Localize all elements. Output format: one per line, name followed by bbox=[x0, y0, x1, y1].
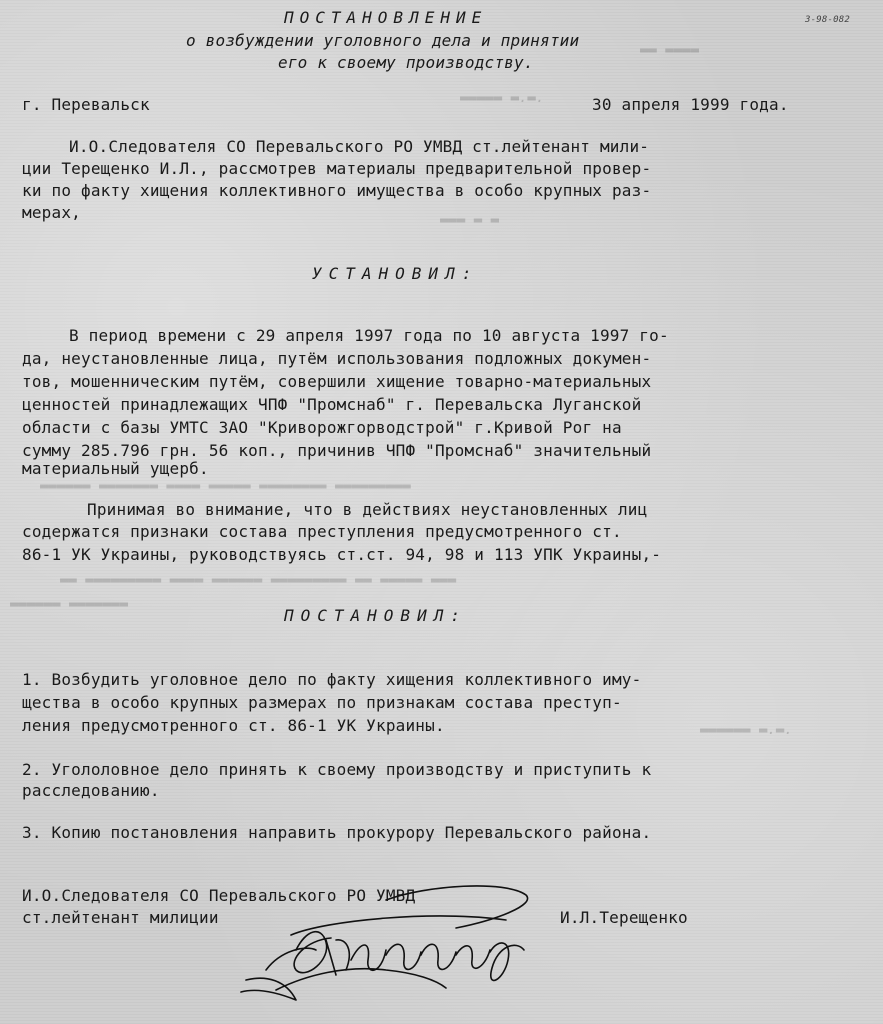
resolution-line: 1. Возбудить уголовное дело по факту хищения коллективного иму- bbox=[22, 670, 642, 689]
date: 30 апреля 1999 года. bbox=[592, 95, 789, 114]
document-subtitle: его к своему производству. bbox=[278, 53, 534, 72]
signatory-title: И.О.Следователя СО Перевальского РО УМВД bbox=[22, 886, 416, 905]
document-subtitle: о возбуждении уголовного дела и принятии bbox=[186, 31, 580, 50]
paragraph-line: тов, мошенническим путём, совершили хищение товарно-материальных bbox=[22, 372, 652, 391]
paragraph-line: содержатся признаки состава преступления предусмотренного ст. bbox=[22, 522, 622, 541]
paragraph-line: В период времени с 29 апреля 1997 года по 10 августа 1997 го- bbox=[69, 326, 669, 345]
paragraph-line: сумму 285.796 грн. 56 коп., причинив ЧПФ "Промснаб" значительный bbox=[22, 441, 652, 460]
resolution-line: 2. Угололовное дело принять к своему производству и приступить к bbox=[22, 760, 652, 779]
paragraph-line: ценностей принадлежащих ЧПФ "Промснаб" г. Перевальска Луганской bbox=[22, 395, 642, 414]
signatory-rank: ст.лейтенант милиции bbox=[22, 908, 219, 927]
document-number: 3-98-082 bbox=[805, 15, 850, 25]
bleed-through-mark: ▬▬▬▬▬ ▬.▬. bbox=[460, 90, 545, 106]
resolution-line: ления предусмотренного ст. 86-1 УК Украины. bbox=[22, 716, 445, 735]
document-title: ПОСТАНОВЛЕНИЕ bbox=[284, 8, 488, 27]
resolution-line: 3. Копию постановления направить прокурору Перевальского района. bbox=[22, 823, 652, 842]
bleed-through-mark: ▬▬▬▬▬▬ ▬.▬. bbox=[700, 722, 793, 738]
resolution-line: расследованию. bbox=[22, 781, 160, 800]
resolution-line: щества в особо крупных размерах по признакам состава преступ- bbox=[22, 693, 622, 712]
bleed-through-mark: ▬▬ ▬▬▬▬ bbox=[640, 42, 700, 58]
paragraph-line: области с базы УМТС ЗАО "Криворожгорводстрой" г.Кривой Рог на bbox=[22, 418, 622, 437]
intro-line: мерах, bbox=[22, 203, 81, 222]
intro-line: ции Терещенко И.Л., рассмотрев материалы предварительной провер- bbox=[22, 159, 652, 178]
paragraph-line: материальный ущерб. bbox=[22, 459, 209, 478]
section-heading-resolved: ПОСТАНОВИЛ: bbox=[284, 606, 467, 625]
intro-line: ки по факту хищения коллективного имущества в особо крупных раз- bbox=[22, 181, 652, 200]
bleed-through-mark: ▬▬▬▬▬▬ ▬▬▬▬▬▬▬ ▬▬▬▬ ▬▬▬▬▬ ▬▬▬▬▬▬▬▬ ▬▬▬▬▬▬▬▬▬ bbox=[40, 478, 411, 494]
paragraph-line: да, неустановленные лица, путём использования подложных докумен- bbox=[22, 349, 652, 368]
intro-line: И.О.Следователя СО Перевальского РО УМВД ст.лейтенант мили- bbox=[69, 137, 650, 156]
bleed-through-mark: ▬▬ ▬▬▬▬▬▬▬▬▬ ▬▬▬▬ ▬▬▬▬▬▬ ▬▬▬▬▬▬▬▬▬ ▬▬ ▬▬▬▬▬ ▬▬▬ bbox=[60, 572, 457, 588]
paragraph-line: 86-1 УК Украины, руководствуясь ст.ст. 94, 98 и 113 УПК Украины,- bbox=[22, 545, 662, 564]
paragraph-line: Принимая во внимание, что в действиях неустановленных лиц bbox=[87, 500, 648, 519]
section-heading-established: УСТАНОВИЛ: bbox=[312, 264, 479, 283]
signatory-name: И.Л.Терещенко bbox=[560, 908, 688, 927]
handwritten-signature bbox=[236, 880, 536, 1010]
place: г. Перевальск bbox=[22, 95, 150, 114]
bleed-through-mark: ▬▬▬▬▬▬ ▬▬▬▬▬▬▬ bbox=[10, 596, 129, 612]
bleed-through-mark: ▬▬▬ ▬ ▬ bbox=[440, 212, 500, 228]
